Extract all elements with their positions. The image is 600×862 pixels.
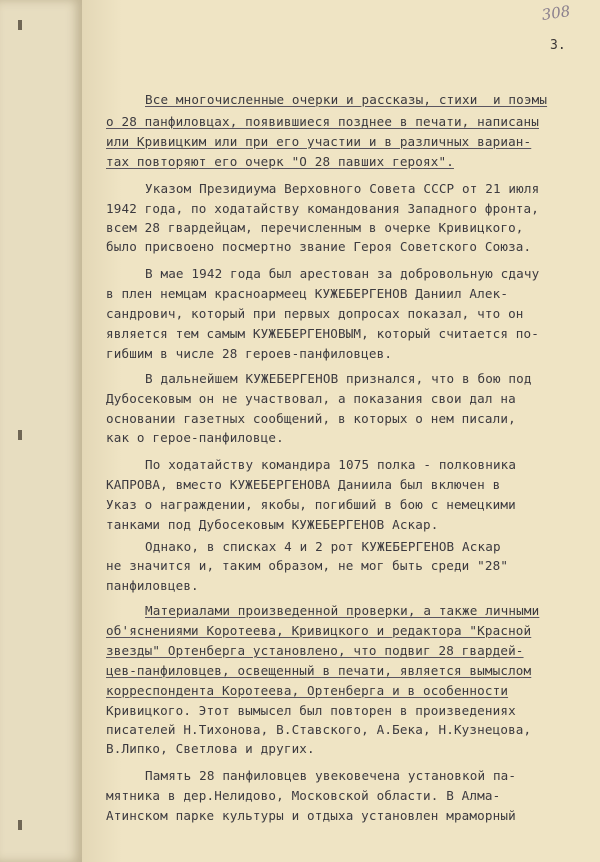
text-line: Все многочисленные очерки и рассказы, стихи и поэмы [145, 92, 548, 107]
text-line: Атинском парке культуры и отдыха установлен мраморный [106, 808, 516, 823]
text-line: мятника в дер.Нелидово, Московской области. В Алма- [106, 788, 501, 803]
text-line: гибшим в числе 28 героев-панфиловцев. [106, 346, 393, 361]
text-line: корреспондента Коротеева, Ортенберга и в особенности [106, 683, 509, 698]
text-line: не значится и, таким образом, не мог быть среди "28" [106, 558, 509, 573]
text-line: В.Липко, Светлова и других. [106, 741, 315, 756]
text-line: Дубосековым он не участвовал, а показания свои дал на [106, 391, 516, 406]
binding-mark [18, 20, 22, 30]
binding-mark [18, 820, 22, 830]
text-line: Указом Президиума Верховного Совета СССР от 21 июля [145, 181, 540, 196]
text-line: цев-панфиловцев, освещенный в печати, является вымыслом [106, 663, 532, 678]
text-line: Кривицкого. Этот вымысел был повторен в произведениях [106, 703, 516, 718]
text-line: было присвоено посмертно звание Героя Советского Союза. [106, 239, 532, 254]
text-line: В мае 1942 года был арестован за добровольную сдачу [145, 266, 540, 281]
text-line: Однако, в списках 4 и 2 рот КУЖЕБЕРГЕНОВ Аскар [145, 539, 501, 554]
text-line: В дальнейшем КУЖЕБЕРГЕНОВ признался, что в бою под [145, 371, 532, 386]
text-line: является тем самым КУЖЕБЕРГЕНОВЫМ, который считается по- [106, 326, 539, 341]
page-number: 3. [550, 38, 566, 53]
text-line: об'яснениями Коротеева, Кривицкого и редактора "Красной [106, 623, 532, 638]
text-line: панфиловцев. [106, 578, 199, 593]
text-line: звезды" Ортенберга установлено, что подвиг 28 гвардей- [106, 643, 524, 658]
text-line: 1942 года, по ходатайству командования Западного фронта, [106, 201, 539, 216]
text-line: о 28 панфиловцах, появившиеся позднее в печати, написаны [106, 114, 539, 129]
text-line: танками под Дубосековым КУЖЕБЕРГЕНОВ Аскар. [106, 517, 439, 532]
text-line: КАПРОВА, вместо КУЖЕБЕРГЕНОВА Даниила был включен в [106, 477, 501, 492]
text-line: По ходатайству командира 1075 полка - полковника [145, 457, 517, 472]
archive-page-number: 308 [540, 2, 572, 24]
text-line: в плен немцам красноармеец КУЖЕБЕРГЕНОВ Даниил Алек- [106, 286, 509, 301]
text-line: Указ о награждении, якобы, погибший в бою с немецкими [106, 497, 516, 512]
text-line: Память 28 панфиловцев увековечена установкой па- [145, 768, 517, 783]
text-line: как о герое-панфиловце. [106, 430, 284, 445]
text-line: или Кривицким или при его участии и в различных вариан- [106, 134, 532, 149]
text-line: тах повторяют его очерк "О 28 павших героях". [106, 154, 454, 169]
text-line: писателей Н.Тихонова, В.Ставского, А.Бека, Н.Кузнецова, [106, 722, 532, 737]
previous-page-edge [0, 0, 84, 862]
text-line: всем 28 гвардейцам, перечисленным в очерке Кривицкого, [106, 220, 524, 235]
text-line: основании газетных сообщений, в которых о нем писали, [106, 411, 516, 426]
binding-mark [18, 430, 22, 440]
text-line: Материалами произведенной проверки, а также личными [145, 603, 540, 618]
text-line: сандрович, который при первых допросах показал, что он [106, 306, 524, 321]
